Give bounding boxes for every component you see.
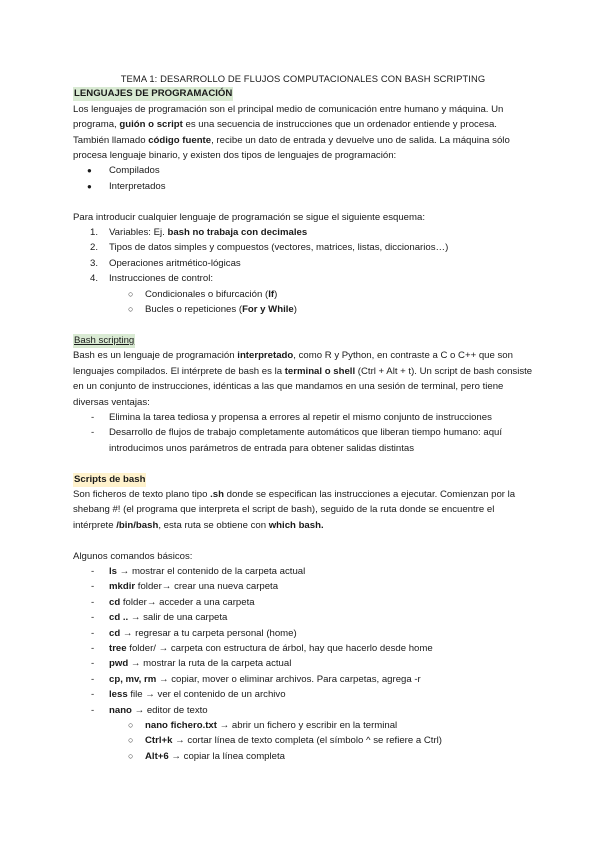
list-item: ○ Condicionales o bifurcación (If) — [128, 288, 278, 300]
paragraph-lenguajes: Los lenguajes de programación son el principal medio de comunicación entre humano y máquina. Un programa, guión o script es una secuencia de instrucciones que un ordenador entiende y procesa. También llamado código fuente, recibe un dato de entrada y devuelve uno de salida. La máquina sólo procesa lenguaje binario, y existen dos tipos de lenguajes de programación: — [73, 103, 510, 162]
list-item: 2. Tipos de datos simples y compuestos (vectores, matrices, listas, diccionarios…) — [90, 242, 449, 254]
esquema-list — [73, 225, 533, 287]
list-item: - ls → mostrar el contenido de la carpeta actual — [91, 565, 306, 577]
list-item: - nano → editor de texto — [91, 704, 208, 716]
section-heading-bash-scripting: Bash scripting — [74, 334, 135, 346]
language-types-list — [73, 163, 533, 194]
list-item: ○ Ctrl+k → cortar línea de texto completa (el símbolo ^ se refiere a Ctrl) — [128, 735, 442, 747]
document-page — [73, 71, 533, 764]
list-item: - cd → regresar a tu carpeta personal (home) — [91, 627, 297, 639]
list-item: 3. Operaciones aritmético-lógicas — [90, 257, 241, 269]
list-item: - cd folder→ acceder a una carpeta — [91, 596, 255, 608]
list-item: ● Compilados — [87, 165, 160, 177]
list-item: - cp, mv, rm → copiar, mover o eliminar archivos. Para carpetas, agrega -r — [91, 673, 421, 685]
paragraph-esquema: Para introducir cualquier lenguaje de programación se sigue el siguiente esquema: — [73, 211, 425, 223]
list-item: 4. Instrucciones de control: — [90, 273, 213, 285]
ventajas-list — [73, 410, 533, 456]
nano-sublist — [73, 718, 533, 764]
section-heading-lenguajes: LENGUAJES DE PROGRAMACIÓN — [74, 88, 233, 100]
list-item: - mkdir folder→ crear una nueva carpeta — [91, 581, 279, 593]
list-item: ○ nano fichero.txt → abrir un fichero y escribir en la terminal — [128, 720, 398, 731]
control-sublist — [73, 287, 533, 318]
list-item: - Desarrollo de flujos de trabajo completamente automáticos que liberan tiempo humano: aquí introducimos unos parámetros de entrada para obtener salidas distintas — [91, 427, 503, 454]
list-item: 1. Variables: Ej. bash no trabaja con decimales — [90, 227, 308, 239]
list-item: - tree folder/ → carpeta con estructura de árbol, hay que hacerlo desde home — [91, 642, 433, 654]
document-title: TEMA 1: DESARROLLO DE FLUJOS COMPUTACIONALES CON BASH SCRIPTING — [120, 73, 486, 84]
section-heading-scripts-de-bash: Scripts de bash — [74, 473, 146, 485]
list-item: - cd .. → salir de una carpeta — [91, 612, 228, 624]
paragraph-bash: Bash es un lenguaje de programación interpretado, como R y Python, en contraste a C o C++ que son lenguajes compilados. El intérprete de bash es la terminal o shell (Ctrl + Alt + t). Un script de bash consiste en un conjunto de instrucciones, idénticas a las que mandamos en una sesión de terminal, pero tiene diversas ventajas: — [73, 350, 533, 408]
list-item: ○ Alt+6 → copiar la línea completa — [128, 750, 285, 762]
list-item: ● Interpretados — [87, 180, 166, 192]
list-item: - pwd → mostrar la ruta de la carpeta actual — [91, 658, 292, 670]
list-item: ○ Bucles o repeticiones (For y While) — [128, 304, 297, 316]
list-item: - Elimina la tarea tediosa y propensa a errores al repetir el mismo conjunto de instrucciones — [91, 411, 492, 423]
paragraph-scripts: Son ficheros de texto plano tipo .sh donde se especifican las instrucciones a ejecutar. Comienzan por la shebang #! (el programa que interpreta el script de bash), seguido de la ruta donde se encuentre el intérprete /bin/bash, esta ruta se obtiene con which bash. — [73, 488, 516, 531]
comandos-list — [73, 564, 533, 718]
paragraph-comandos: Algunos comandos básicos: — [73, 550, 193, 562]
list-item: - less file → ver el contenido de un archivo — [91, 689, 286, 701]
